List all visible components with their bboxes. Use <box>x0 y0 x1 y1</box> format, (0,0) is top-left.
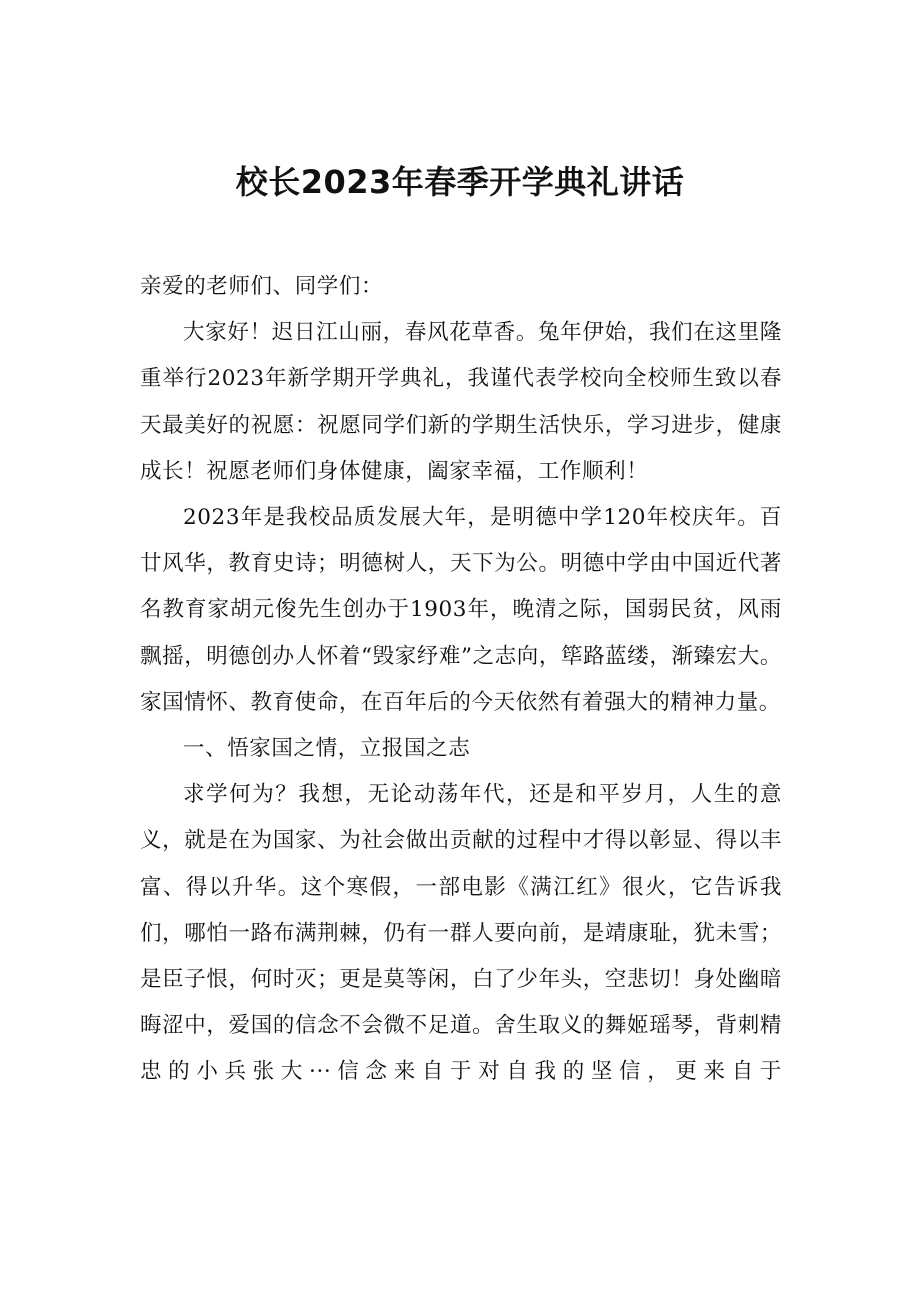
document-title: 校长2023年春季开学典礼讲话 <box>235 163 685 201</box>
section-heading: 一、悟家国之情，立报国之志 <box>183 736 471 762</box>
document-body <box>140 264 782 1096</box>
paragraph-purpose: 求学何为？我想，无论动荡年代，还是和平岁月，人生的意义，就是在为国家、为社会做出贡献的过程中才得以彰显、得以丰富、得以升华。这个寒假，一部电影《满江红》很火，它告诉我们，哪怕一路布满荆棘，仍有一群人要向前，是靖康耻，犹未雪；是臣子恨，何时灭；更是莫等闲，白了少年头，空悲切！身处幽暗晦涩中，爱国的信念不会微不足道。舍生取义的舞姬瑶琴，背刺精忠的小兵张大···信念来自于对自我的坚信，更来自于 <box>140 782 782 1085</box>
paragraph-anniversary: 2023年是我校品质发展大年，是明德中学120年校庆年。百廿风华，教育史诗；明德树人，天下为公。明德中学由中国近代著名教育家胡元俊先生创办于1903年，晚清之际，国弱民贫，风雨飘摇，明德创办人怀着“毁家纾难”之志向，筚路蓝缕，渐臻宏大。家国情怀、教育使命，在百年后的今天依然有着强大的精神力量。 <box>140 505 782 715</box>
paragraph-greeting: 大家好！迟日江山丽，春风花草香。兔年伊始，我们在这里隆重举行2023年新学期开学典礼，我谨代表学校向全校师生致以春天最美好的祝愿：祝愿同学们新的学期生活快乐，学习进步，健康成长！祝愿老师们身体健康，阖家幸福，工作顺利！ <box>140 320 782 484</box>
salutation: 亲爱的老师们、同学们： <box>140 274 384 299</box>
